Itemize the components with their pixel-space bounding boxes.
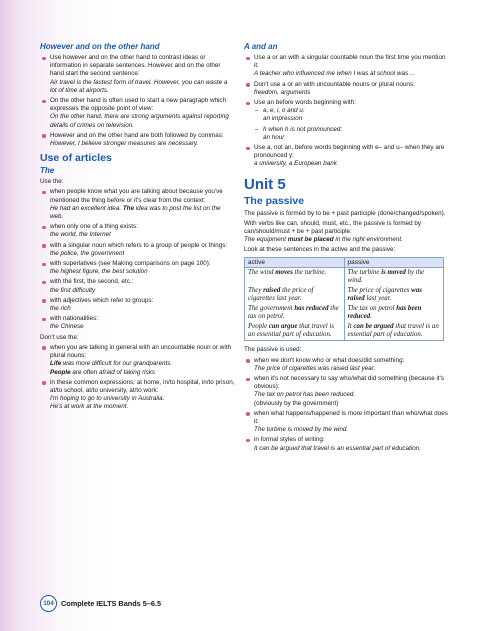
list-item: when it's not necessary to say who/what did something (because it's obvious): The tax on petrol has been reduced. (obviously by the government) [244, 375, 449, 408]
list-item: with a singular noun which refers to a group of people or things: the police, the government [40, 242, 235, 258]
passive-used-list [244, 357, 449, 453]
however-list [40, 54, 235, 148]
book-title: Complete IELTS Bands 5–6.5 [61, 599, 162, 608]
table-cell-passive: The tax on petrol has been reduced. [344, 304, 444, 322]
heading-articles: Use of articles [40, 152, 112, 165]
passive-paragraph-1: The passive is formed by to be + past participle (done/changed/spoken). [244, 209, 446, 217]
table-row [245, 267, 444, 286]
table-cell-active: People can argue that travel is an essential part of education. [245, 322, 345, 341]
list-item: when you are talking in general with an uncountable noun or with plural nouns: Life was more difficult for our grandparents. People are often afraid of taking risks [40, 344, 235, 377]
list-item: Use however and on the other hand to contrast ideas or information in separate sentences. However and on the other hand start the second sentence: Air travel is the fastest form of travel. However, you can waste a lot of time at airports. [40, 54, 235, 95]
table-cell-active: The wind moves the turbine. [245, 267, 345, 286]
list-item: when only one of a thing exists: the world, the Internet [40, 223, 235, 239]
list-item: when we don't know who or what does/did something: The price of cigarettes was raised last year. [244, 357, 449, 373]
table-cell-active: The government has reduced the tax on petrol. [245, 304, 345, 322]
list-item: with the first, the second, etc.: the first difficulty [40, 278, 235, 294]
table-row [245, 304, 444, 322]
list-item: in formal styles of writing: It can be argued that travel is an essential part of education. [244, 436, 449, 452]
list-item: with adjectives which refer to groups: the rich [40, 297, 235, 313]
dont-list [40, 344, 235, 412]
list-item: Use a, not an, before words beginning with e– and u– when they are pronounced y: a university, a European bank [244, 144, 449, 169]
heading-passive: The passive [244, 194, 305, 207]
table-header-active: active [245, 257, 345, 267]
list-item: Don't use a or an with uncountable nouns or plural nouns: freedom, arguments [244, 81, 449, 97]
list-item: – h when h is not pronounced: an hour [254, 126, 449, 142]
page-number: 104 [40, 595, 57, 612]
list-item: with superlatives (see Making comparisons on page 100): the highest figure, the best solution [40, 260, 235, 276]
list-item: On the other hand is often used to start a new paragraph which expresses the opposite point of view: On the other hand, there are strong arguments against reporting details of crimes on television. [40, 97, 235, 130]
a-an-list [244, 54, 449, 169]
list-item: – a, e, i, o and u: an impression [254, 107, 449, 123]
list-item: Use an before words beginning with: – a, e, i, o and u: an impression – h when h is not pronounced: an hour [244, 99, 449, 142]
page-footer [40, 595, 161, 612]
table-row [245, 286, 444, 304]
the-list [40, 188, 235, 331]
left-column [40, 42, 235, 414]
table-row [245, 322, 444, 341]
list-item: when people know what you are talking about because you've mentioned the thing before or it's clear from the context: He had an excellent idea. The idea was to post the list on the web. [40, 188, 235, 221]
dont-use-label: Don't use the: [40, 333, 79, 341]
heading-however: However and on the other hand [40, 42, 160, 51]
table-cell-active: They raised the price of cigarettes last year. [245, 286, 345, 304]
look-at-text: Look at these sentences in the active and the passive: [244, 246, 396, 254]
heading-a-an: A and an [244, 42, 278, 51]
list-item: However and on the other hand are both followed by commas: However, I believe stronger measures are necessary. [40, 132, 235, 148]
table-cell-passive: The turbine is moved by the wind. [344, 267, 444, 286]
list-item: with nationalities: the Chinese [40, 315, 235, 331]
table-cell-passive: The price of cigarettes was raised last year. [344, 286, 444, 304]
list-item: Use a or an with a singular countable noun the first time you mention it: A teacher who influenced me when I was at school was ... [244, 54, 449, 79]
passive-used-intro: The passive is used: [244, 346, 302, 354]
list-item: in these common expressions: at home, in/to hospital, in/to prison, at/to school, at/to university, at/to work: I'm hoping to go to university in Australia. He's at work at the moment. [40, 379, 235, 412]
use-the-label: Use the: [40, 178, 64, 186]
right-column [244, 42, 449, 455]
table-header-passive: passive [344, 257, 444, 267]
an-dash-list [254, 107, 449, 142]
unit-title: Unit 5 [244, 175, 286, 193]
heading-the: The [40, 166, 55, 176]
table-cell-passive: It can be argued that travel is an essential part of education. [344, 322, 444, 341]
list-item: when what happens/happened is more important than who/what does it: The turbine is moved by the wind. [244, 410, 449, 435]
passive-paragraph-2: With verbs like can, should, must, etc., the passive is formed by can/should/must + be + past participle: The equipment must be placed in the right environment. [244, 219, 422, 244]
active-passive-table [244, 257, 444, 342]
